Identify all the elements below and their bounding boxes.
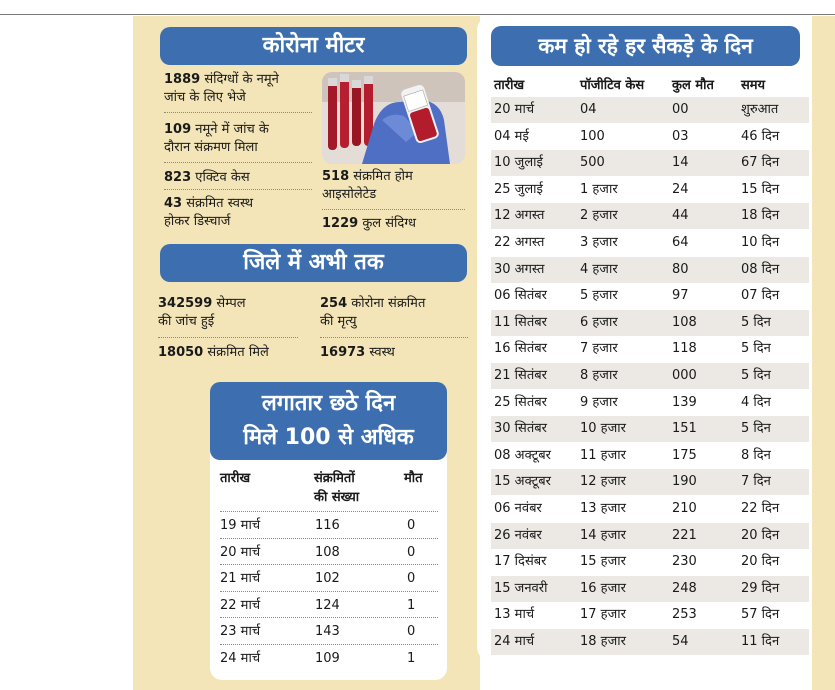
- stat-home-isolated-line2: आइसोलेटेड: [322, 187, 377, 202]
- right-row-positive: 1 हजार: [580, 182, 618, 197]
- stat-recovered: 16973 स्वस्थ: [320, 345, 395, 360]
- right-row-time: 5 दिन: [741, 421, 771, 436]
- divider: [164, 112, 312, 113]
- right-header-time: समय: [741, 78, 766, 93]
- divider: [158, 337, 298, 338]
- right-row-positive: 18 हजार: [580, 634, 626, 649]
- six-days-banner: [210, 382, 447, 460]
- right-row-time: 5 दिन: [741, 315, 771, 330]
- right-row-deaths: 190: [672, 474, 697, 489]
- stat-samples-sent-line2: जांच के लिए भेजे: [164, 90, 246, 105]
- right-row-time: 5 दिन: [741, 368, 771, 383]
- stat-deaths-line2: की मृत्यु: [320, 314, 357, 329]
- table-row: [491, 496, 809, 522]
- stat-deaths: 254 कोरोना संक्रमित: [320, 296, 426, 311]
- right-header-date: तारीख: [494, 78, 525, 93]
- six-days-row-deaths: 0: [407, 518, 416, 533]
- right-row-time: 57 दिन: [741, 607, 780, 622]
- right-row-positive: 12 हजार: [580, 474, 626, 489]
- right-row-date: 08 अक्टूबर: [494, 448, 551, 463]
- right-row-positive: 15 हजार: [580, 554, 626, 569]
- table-row: [491, 469, 809, 495]
- corona-meter-banner: [160, 27, 467, 65]
- six-days-row-date: 24 मार्च: [220, 651, 261, 666]
- right-row-positive: 17 हजार: [580, 607, 626, 622]
- stat-samples-tested: 342599 सेम्पल: [158, 296, 246, 311]
- stat-infected-found: 109 नमूने में जांच के: [164, 122, 269, 137]
- table-row: [491, 230, 809, 256]
- right-row-date: 30 सितंबर: [494, 421, 547, 436]
- right-row-deaths: 230: [672, 554, 697, 569]
- right-row-time: 10 दिन: [741, 235, 780, 250]
- six-days-row-infected: 124: [315, 598, 340, 613]
- right-row-deaths: 118: [672, 341, 697, 356]
- table-row: [491, 443, 809, 469]
- right-row-positive: 5 हजार: [580, 288, 618, 303]
- right-row-date: 25 सितंबर: [494, 395, 547, 410]
- top-rule: [0, 14, 835, 15]
- right-row-date: 30 अगस्त: [494, 262, 545, 277]
- right-row-deaths: 97: [672, 288, 689, 303]
- right-row-date: 06 सितंबर: [494, 288, 547, 303]
- table-row: [491, 363, 809, 389]
- right-row-deaths: 00: [672, 102, 689, 117]
- six-days-header-date: तारीख: [220, 471, 251, 486]
- district-banner: [160, 244, 467, 282]
- right-row-time: 11 दिन: [741, 634, 780, 649]
- right-edge-panel: [812, 16, 835, 690]
- table-row: [491, 336, 809, 362]
- right-row-deaths: 253: [672, 607, 697, 622]
- right-row-deaths: 210: [672, 501, 697, 516]
- table-row: [491, 203, 809, 229]
- row-divider: [220, 538, 438, 539]
- right-row-date: 16 सितंबर: [494, 341, 547, 356]
- right-row-date: 24 मार्च: [494, 634, 535, 649]
- six-days-header-deaths: मौत: [404, 471, 423, 486]
- right-row-positive: 11 हजार: [580, 448, 626, 463]
- table-row: [491, 602, 809, 628]
- six-days-row-infected: 108: [315, 545, 340, 560]
- row-divider: [220, 564, 438, 565]
- right-row-time: 46 दिन: [741, 129, 780, 144]
- row-divider: [220, 617, 438, 618]
- test-tube-gloved-hand-photo: [322, 72, 465, 164]
- stat-discharged-line2: होकर डिस्चार्ज: [164, 214, 231, 229]
- corona-meter-title: कोरोना मीटर: [262, 33, 365, 58]
- six-days-row-date: 22 मार्च: [220, 598, 261, 613]
- six-days-row-date: 21 मार्च: [220, 571, 261, 586]
- table-row: [491, 523, 809, 549]
- six-days-header-infected: संक्रमितों: [314, 471, 355, 486]
- right-row-time: 7 दिन: [741, 474, 771, 489]
- right-row-deaths: 108: [672, 315, 697, 330]
- right-row-time: 67 दिन: [741, 155, 780, 170]
- right-row-positive: 3 हजार: [580, 235, 618, 250]
- right-row-time: 29 दिन: [741, 581, 780, 596]
- right-row-date: 21 सितंबर: [494, 368, 547, 383]
- right-row-date: 22 अगस्त: [494, 235, 545, 250]
- six-days-row-deaths: 0: [407, 624, 416, 639]
- right-row-time: 20 दिन: [741, 554, 780, 569]
- six-days-row-date: 23 मार्च: [220, 624, 261, 639]
- right-row-deaths: 175: [672, 448, 697, 463]
- divider: [164, 189, 312, 190]
- right-row-time: 20 दिन: [741, 528, 780, 543]
- right-row-date: 17 दिसंबर: [494, 554, 547, 569]
- stat-infected-total: 18050 संक्रमित मिले: [158, 345, 269, 360]
- divider: [322, 209, 465, 210]
- six-days-row-date: 20 मार्च: [220, 545, 261, 560]
- right-row-positive: 10 हजार: [580, 421, 626, 436]
- six-days-row-infected: 143: [315, 624, 340, 639]
- right-row-deaths: 64: [672, 235, 689, 250]
- table-row: [491, 124, 809, 150]
- right-row-time: 5 दिन: [741, 341, 771, 356]
- right-row-deaths: 24: [672, 182, 689, 197]
- stat-samples-tested-line2: की जांच हुई: [158, 314, 215, 329]
- right-row-deaths: 80: [672, 262, 689, 277]
- right-row-date: 04 मई: [494, 129, 529, 144]
- table-row: [491, 310, 809, 336]
- right-row-date: 15 अक्टूबर: [494, 474, 551, 489]
- table-row: [491, 150, 809, 176]
- right-row-time: 15 दिन: [741, 182, 780, 197]
- six-days-row-deaths: 0: [407, 545, 416, 560]
- right-row-date: 25 जुलाई: [494, 182, 543, 197]
- right-row-time: 22 दिन: [741, 501, 780, 516]
- six-days-row-infected: 109: [315, 651, 340, 666]
- right-table-title: कम हो रहे हर सैकड़े के दिन: [538, 34, 753, 58]
- six-days-header-infected-line2: की संख्या: [314, 490, 360, 505]
- six-days-row-deaths: 0: [407, 571, 416, 586]
- right-row-deaths: 151: [672, 421, 697, 436]
- table-row: [491, 97, 809, 123]
- table-row: [491, 177, 809, 203]
- six-days-row-deaths: 1: [407, 598, 416, 613]
- right-header-deaths: कुल मौत: [672, 78, 714, 93]
- right-row-time: 4 दिन: [741, 395, 771, 410]
- table-row: [491, 549, 809, 575]
- right-row-time: 8 दिन: [741, 448, 771, 463]
- right-row-date: 13 मार्च: [494, 607, 535, 622]
- right-row-date: 10 जुलाई: [494, 155, 543, 170]
- table-row: [491, 416, 809, 442]
- table-row: [491, 257, 809, 283]
- table-row: [491, 629, 809, 655]
- right-row-deaths: 54: [672, 634, 689, 649]
- right-row-positive: 16 हजार: [580, 581, 626, 596]
- right-row-positive: 9 हजार: [580, 395, 618, 410]
- stat-infected-found-line2: दौरान संक्रमण मिला: [164, 140, 258, 155]
- row-divider: [220, 511, 438, 512]
- right-row-date: 26 नवंबर: [494, 528, 542, 543]
- right-row-positive: 8 हजार: [580, 368, 618, 383]
- six-days-row-infected: 102: [315, 571, 340, 586]
- stat-active-cases: 823 एक्टिव केस: [164, 170, 250, 185]
- right-row-deaths: 44: [672, 208, 689, 223]
- right-row-deaths: 000: [672, 368, 697, 383]
- right-row-positive: 100: [580, 129, 605, 144]
- stat-samples-sent: 1889 संदिग्धों के नमूने: [164, 72, 279, 87]
- right-row-date: 20 मार्च: [494, 102, 535, 117]
- right-row-date: 12 अगस्त: [494, 208, 545, 223]
- district-title: जिले में अभी तक: [243, 250, 384, 275]
- right-row-deaths: 139: [672, 395, 697, 410]
- right-row-positive: 13 हजार: [580, 501, 626, 516]
- six-days-row-date: 19 मार्च: [220, 518, 261, 533]
- six-days-row-deaths: 1: [407, 651, 416, 666]
- right-row-positive: 04: [580, 102, 597, 117]
- six-days-row-infected: 116: [315, 518, 340, 533]
- right-row-positive: 7 हजार: [580, 341, 618, 356]
- row-divider: [220, 644, 438, 645]
- right-row-deaths: 14: [672, 155, 689, 170]
- right-header-positive: पॉजीटिव केस: [580, 78, 645, 93]
- stat-discharged: 43 संक्रमित स्वस्थ: [164, 196, 254, 211]
- right-row-positive: 14 हजार: [580, 528, 626, 543]
- divider: [320, 337, 468, 338]
- right-row-date: 15 जनवरी: [494, 581, 548, 596]
- stat-home-isolated: 518 संक्रमित होम: [322, 169, 413, 184]
- right-row-time: शुरुआत: [741, 102, 779, 117]
- right-row-time: 07 दिन: [741, 288, 780, 303]
- right-row-date: 11 सितंबर: [494, 315, 547, 330]
- table-row: [491, 283, 809, 309]
- right-row-positive: 6 हजार: [580, 315, 618, 330]
- right-table-banner: [491, 26, 800, 66]
- right-row-positive: 2 हजार: [580, 208, 618, 223]
- right-row-deaths: 248: [672, 581, 697, 596]
- six-days-title-line2: मिले 100 से अधिक: [243, 425, 414, 450]
- right-row-deaths: 03: [672, 129, 689, 144]
- table-row: [491, 390, 809, 416]
- right-row-positive: 500: [580, 155, 605, 170]
- stat-total-suspects: 1229 कुल संदिग्ध: [322, 216, 416, 231]
- table-row: [491, 576, 809, 602]
- row-divider: [220, 591, 438, 592]
- right-row-deaths: 221: [672, 528, 697, 543]
- right-row-date: 06 नवंबर: [494, 501, 542, 516]
- right-row-time: 18 दिन: [741, 208, 780, 223]
- right-row-positive: 4 हजार: [580, 262, 618, 277]
- six-days-title-line1: लगातार छठे दिन: [261, 391, 396, 416]
- right-row-time: 08 दिन: [741, 262, 780, 277]
- divider: [164, 162, 312, 163]
